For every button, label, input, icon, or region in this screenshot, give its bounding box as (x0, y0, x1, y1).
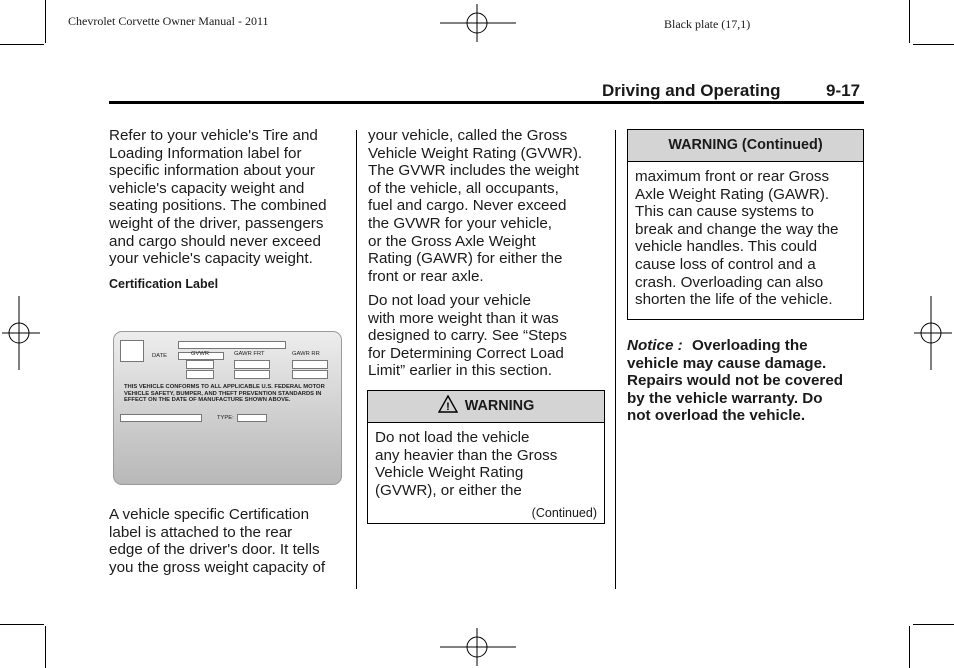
label-field (234, 360, 270, 369)
label-field (186, 370, 214, 379)
text-line: Limit” earlier in this section. (368, 362, 553, 380)
text-line: vehicle handles. This could (635, 238, 818, 256)
text-line: or the Gross Axle Weight (368, 232, 536, 250)
label-statement-line: VEHICLE SAFETY, BUMPER, AND THEFT PREVENTION STANDARDS IN (124, 390, 322, 397)
column-divider (356, 130, 357, 589)
column1-intro (109, 127, 349, 268)
warning-box (367, 390, 605, 524)
label-field (234, 370, 270, 379)
label-gawr-frt-text: GAWR FRT (234, 351, 265, 357)
text-line: Repairs would not be covered (627, 372, 844, 390)
text-line: by the vehicle warranty. Do (627, 389, 823, 407)
text-line: break and change the way the (635, 220, 839, 238)
label-field (120, 414, 202, 422)
crop-mark (0, 624, 44, 625)
text-line: edge of the driver's door. It tells (109, 541, 320, 559)
label-statement-line: THIS VEHICLE CONFORMS TO ALL APPLICABLE U.S. FEDERAL MOTOR (124, 384, 325, 390)
svg-text:!: ! (445, 401, 450, 413)
label-date-text: DATE (152, 353, 168, 359)
warning-continued: (Continued) (531, 506, 597, 520)
text-line: cause loss of control and a (635, 255, 816, 273)
registration-mark-right (914, 296, 952, 370)
text-line: designed to carry. See “Steps (368, 327, 567, 345)
label-gawr-rr-text: GAWR RR (292, 351, 320, 357)
running-head-title: Chevrolet Corvette Owner Manual - 2011 (68, 14, 269, 28)
crop-mark (913, 44, 954, 45)
text-line: vehicle's capacity weight and (109, 179, 305, 197)
section-title: Driving and Operating (602, 81, 781, 100)
crop-mark (0, 44, 44, 45)
text-line: Rating (GAWR) for either the (368, 250, 563, 268)
text-line: Vehicle Weight Rating (375, 464, 524, 482)
text-line: shorten the life of the vehicle. (635, 291, 833, 309)
figure-caption: Certification Label (109, 277, 219, 291)
warning-continued-body (628, 162, 863, 309)
text-line: seating positions. The combined (109, 197, 327, 215)
notice-first-text: Overloading the (691, 337, 808, 354)
text-line: your vehicle, called the Gross (368, 127, 568, 144)
warning-triangle-icon (438, 395, 458, 413)
text-line: not overload the vehicle. (627, 407, 806, 425)
text-line: the GVWR for your vehicle, (368, 214, 553, 232)
label-field (186, 360, 214, 369)
section-rule (109, 101, 864, 104)
notice-first-line (627, 337, 867, 355)
text-line: for Determining Correct Load (368, 344, 564, 362)
text-line: fuel and cargo. Never exceed (368, 197, 567, 215)
text-line: with more weight than it was (368, 309, 559, 327)
text-line: and cargo should never exceed (109, 232, 321, 250)
text-line: vehicle may cause damage. (627, 354, 827, 372)
label-gvwr-text: GVWR (191, 351, 210, 357)
text-line: The GVWR includes the weight (368, 162, 580, 180)
label-field (292, 370, 328, 379)
crop-mark (45, 0, 46, 43)
crop-mark (909, 626, 910, 668)
registration-mark-left (2, 296, 40, 370)
text-line: Axle Weight Rating (GAWR). (635, 185, 830, 203)
text-line: (GVWR), or either the (375, 481, 522, 499)
label-logo-square (120, 340, 144, 362)
crop-mark (45, 626, 46, 668)
text-line: weight of the driver, passengers (109, 214, 324, 232)
registration-mark-top (440, 4, 516, 42)
warning-continued-box (627, 129, 864, 320)
text-line: crash. Overloading can also (635, 273, 824, 291)
running-head-plate: Black plate (17,1) (664, 17, 751, 31)
text-line: Loading Information label for (109, 144, 302, 162)
column2-paragraph-2 (368, 292, 608, 380)
text-line: Do not load your vehicle (368, 292, 531, 309)
label-field (292, 360, 328, 369)
column-divider (615, 130, 616, 589)
text-line: Refer to your vehicle's Tire and (109, 127, 318, 144)
label-field (237, 414, 267, 422)
label-statement-line: EFFECT ON THE DATE OF MANUFACTURE SHOWN ABOVE. (124, 397, 291, 403)
text-line: front or rear axle. (368, 267, 484, 285)
registration-mark-bottom (440, 628, 516, 666)
column1-after-figure (109, 506, 349, 576)
label-statement (124, 384, 339, 404)
crop-mark (909, 0, 910, 43)
warning-continued-header: WARNING (Continued) (628, 130, 863, 162)
text-line: any heavier than the Gross (375, 446, 558, 464)
label-type-text: TYPE: (217, 415, 234, 421)
notice-label: Notice : (627, 337, 683, 354)
text-line: label is attached to the rear (109, 523, 293, 541)
text-line: Do not load the vehicle (375, 429, 530, 446)
notice-block (627, 337, 867, 425)
text-line: specific information about your (109, 162, 315, 180)
text-line: A vehicle specific Certification (109, 506, 310, 523)
text-line: maximum front or rear Gross (635, 168, 830, 185)
warning-header (368, 391, 604, 423)
text-line: This can cause systems to (635, 203, 814, 221)
text-line: of the vehicle, all occupants, (368, 179, 559, 197)
warning-heading: WARNING (464, 398, 535, 414)
text-line: your vehicle's capacity weight. (109, 250, 313, 268)
column2-paragraph-1 (368, 127, 608, 285)
certification-label-image (113, 331, 342, 485)
crop-mark (913, 624, 954, 625)
page-number: 9-17 (826, 81, 861, 100)
warning-body (368, 423, 604, 499)
label-field (178, 341, 286, 349)
text-line: Vehicle Weight Rating (GVWR). (368, 144, 583, 162)
text-line: you the gross weight capacity of (109, 558, 326, 576)
